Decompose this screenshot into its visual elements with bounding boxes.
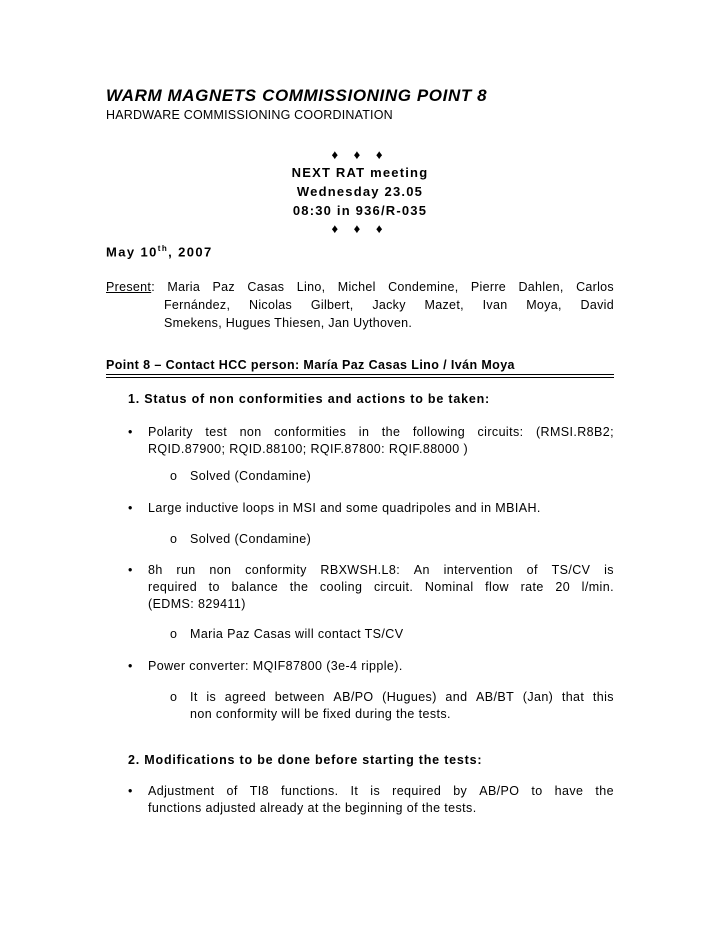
bullet-icon: • xyxy=(128,501,133,515)
next-meeting-title: NEXT RAT meeting xyxy=(291,165,429,180)
item-text: Large inductive loops in MSI and some quadripoles and in MBIAH. xyxy=(148,501,541,515)
section-heading-point8: Point 8 – Contact HCC person: María Paz Casas Lino / Iván Moya xyxy=(106,358,614,375)
word: conformities xyxy=(274,425,347,439)
next-meeting-day: Wednesday 23.05 xyxy=(296,184,424,199)
word: is xyxy=(370,784,381,798)
list-item xyxy=(128,500,614,517)
next-meeting-time-place: 08:30 in 936/R-035 xyxy=(292,203,428,218)
word: between xyxy=(274,690,325,704)
word: Fernández, xyxy=(164,298,231,312)
word: run xyxy=(176,563,196,577)
item-line: functions adjusted already at the beginning of the tests. xyxy=(148,801,477,815)
word: Carlos xyxy=(576,280,614,294)
word: rate xyxy=(520,580,544,594)
word: agreed xyxy=(224,690,267,704)
word: is xyxy=(206,690,217,704)
date-day: May 10 xyxy=(106,244,158,260)
word: Moya, xyxy=(526,298,562,312)
word: the xyxy=(595,784,614,798)
item-line xyxy=(148,424,614,441)
diamond-separator-top: ♦ ♦ ♦ xyxy=(331,147,389,162)
word: circuit. xyxy=(373,580,414,594)
bullet-icon: • xyxy=(128,563,133,577)
word: RBXWSH.L8: xyxy=(320,563,401,577)
document-subtitle: HARDWARE COMMISSIONING COORDINATION xyxy=(106,108,393,122)
word: An xyxy=(413,563,430,577)
item-line: (EDMS: 829411) xyxy=(148,597,246,611)
word: It xyxy=(190,690,198,704)
word: It xyxy=(350,784,359,798)
word: AB/BT xyxy=(476,690,515,704)
word: to xyxy=(531,784,543,798)
circle-bullet-icon: o xyxy=(170,532,178,546)
word: Polarity xyxy=(148,425,193,439)
part2-heading: 2. Modifications to be done before starting the tests: xyxy=(128,753,483,767)
word: l/min. xyxy=(581,580,614,594)
item-line: RQID.87900; RQID.88100; RQIF.87800: RQIF.88000 ) xyxy=(148,442,469,456)
word: (Jan) xyxy=(522,690,554,704)
word: TI8 xyxy=(249,784,270,798)
word: this xyxy=(592,690,614,704)
word: non xyxy=(239,425,262,439)
sub-item-text: Solved (Condamine) xyxy=(190,532,312,546)
word: required xyxy=(148,580,198,594)
word: Condemine, xyxy=(388,280,459,294)
word: Adjustment xyxy=(148,784,215,798)
word: 8h xyxy=(148,563,163,577)
attendees-line-1: Present: Maria Paz Casas Lino, Michel Condemine, Pierre Dahlen, Carlos xyxy=(106,280,614,294)
word: Gilbert, xyxy=(310,298,354,312)
word: Mazet, xyxy=(424,298,464,312)
diamond-separator-bottom: ♦ ♦ ♦ xyxy=(331,221,389,236)
attendees-line-2 xyxy=(106,296,614,314)
meeting-date xyxy=(106,244,213,259)
word: by xyxy=(453,784,468,798)
list-item xyxy=(128,562,614,613)
word: (Hugues) xyxy=(382,690,437,704)
word: Casas xyxy=(247,280,285,294)
date-suffix: th xyxy=(157,244,169,253)
document-title: WARM MAGNETS COMMISSIONING POINT 8 xyxy=(106,86,488,105)
word: of xyxy=(226,784,238,798)
word: Michel xyxy=(337,280,376,294)
item-line xyxy=(148,562,614,579)
word: test xyxy=(205,425,228,439)
attendees-block xyxy=(106,278,614,332)
list-item xyxy=(128,658,614,675)
word: flow xyxy=(485,580,509,594)
word: have xyxy=(554,784,584,798)
word: Nicolas xyxy=(249,298,293,312)
attendees-line-3: Smekens, Hugues Thiesen, Jan Uythoven. xyxy=(164,316,413,330)
word: Paz xyxy=(212,280,235,294)
part1-heading: 1. Status of non conformities and actions to be taken: xyxy=(128,392,490,406)
word: intervention xyxy=(443,563,513,577)
list-item xyxy=(128,424,614,458)
sub-list-item xyxy=(170,689,614,723)
circle-bullet-icon: o xyxy=(170,690,178,704)
word: cooling xyxy=(319,580,363,594)
word: that xyxy=(561,690,585,704)
item-line xyxy=(148,579,614,596)
next-meeting-block xyxy=(0,163,720,220)
word: Dahlen, xyxy=(518,280,564,294)
sub-item-line: non conformity will be fixed during the tests. xyxy=(190,707,451,721)
circle-bullet-icon: o xyxy=(170,627,178,641)
item-text: Power converter: MQIF87800 (3e-4 ripple). xyxy=(148,659,403,673)
item-line xyxy=(148,783,614,800)
list-item xyxy=(128,783,614,817)
word: (RMSI.R8B2; xyxy=(535,425,614,439)
word: to xyxy=(208,580,220,594)
word: of xyxy=(526,563,538,577)
word: following xyxy=(412,425,466,439)
word: TS/CV xyxy=(551,563,591,577)
word: is xyxy=(604,563,614,577)
present-label: Present xyxy=(106,280,152,294)
word: AB/PO xyxy=(479,784,520,798)
word: Jacky xyxy=(372,298,406,312)
bullet-icon: • xyxy=(128,425,133,439)
sub-list-item xyxy=(170,626,614,643)
sub-item-line xyxy=(190,689,614,706)
word: balance xyxy=(231,580,279,594)
word: Ivan xyxy=(482,298,508,312)
date-year: , 2007 xyxy=(168,244,213,260)
circle-bullet-icon: o xyxy=(170,469,178,483)
sub-item-text: Solved (Condamine) xyxy=(190,469,312,483)
sub-item-text: Maria Paz Casas will contact TS/CV xyxy=(190,627,404,641)
word: Lino, xyxy=(296,280,326,294)
word: circuits: xyxy=(477,425,524,439)
word: functions. xyxy=(281,784,339,798)
word: AB/PO xyxy=(333,690,374,704)
word: non xyxy=(209,563,232,577)
word: David xyxy=(580,298,614,312)
word: in xyxy=(358,425,370,439)
word: the xyxy=(381,425,401,439)
word: required xyxy=(392,784,442,798)
word: and xyxy=(445,690,468,704)
word: conformity xyxy=(245,563,307,577)
word: the xyxy=(289,580,309,594)
word: Nominal xyxy=(424,580,474,594)
bullet-icon: • xyxy=(128,659,133,673)
word: Pierre xyxy=(470,280,507,294)
sub-list-item xyxy=(170,531,614,548)
word: 20 xyxy=(555,580,571,594)
bullet-icon: • xyxy=(128,784,133,798)
sub-list-item xyxy=(170,468,614,485)
word: Maria xyxy=(167,280,201,294)
